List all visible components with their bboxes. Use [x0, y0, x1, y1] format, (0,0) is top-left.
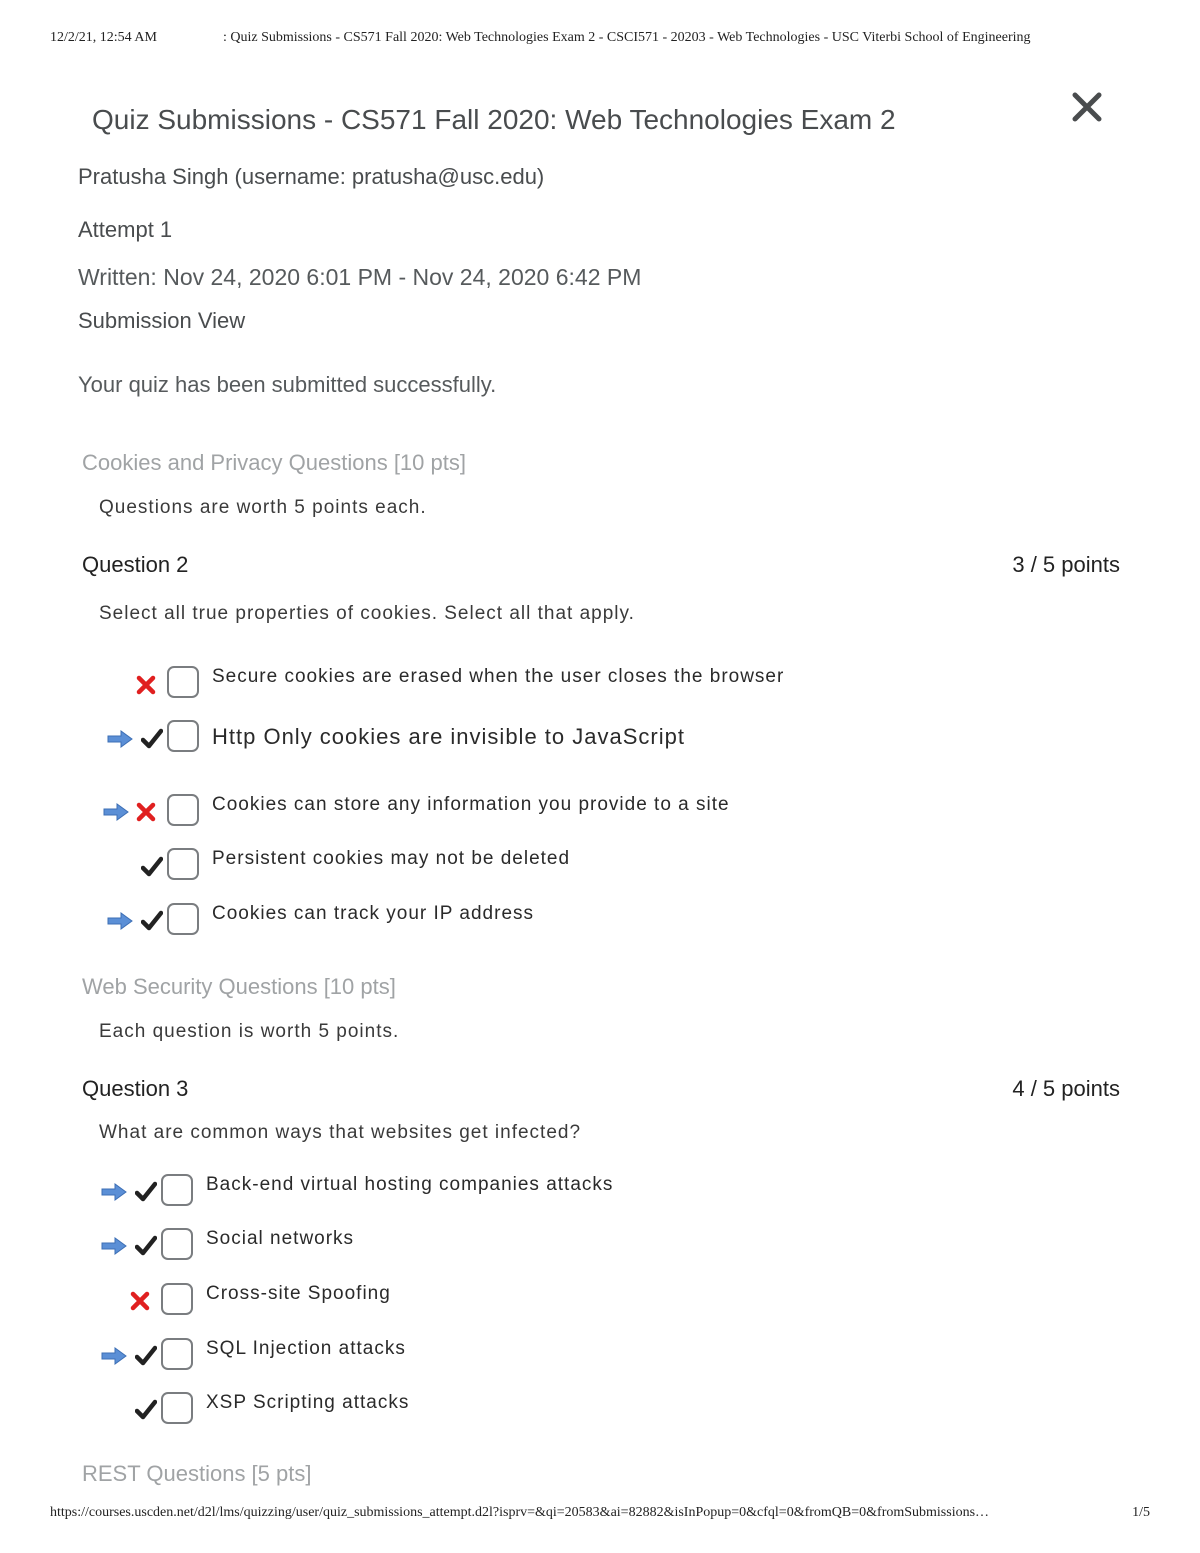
correct-check-icon	[135, 1399, 157, 1421]
print-datetime: 12/2/21, 12:54 AM	[50, 30, 157, 45]
choice-label: Cookies can track your IP address	[212, 903, 535, 924]
choice-label: XSP Scripting attacks	[206, 1392, 410, 1413]
correct-answer-arrow-icon	[103, 803, 129, 821]
choice-checkbox[interactable]	[167, 794, 199, 826]
question-2-title: Question 2	[82, 552, 189, 577]
success-message: Your quiz has been submitted successfully.	[78, 372, 497, 397]
correct-check-icon	[135, 1181, 157, 1203]
choice-row	[0, 1172, 1100, 1212]
correct-check-icon	[135, 1235, 157, 1257]
choice-row	[0, 1336, 1100, 1376]
section-title-cookies: Cookies and Privacy Questions [10 pts]	[82, 450, 466, 475]
question-3-title: Question 3	[82, 1076, 189, 1101]
choice-label: Http Only cookies are invisible to JavaScript	[212, 724, 685, 749]
choice-checkbox[interactable]	[161, 1392, 193, 1424]
close-icon	[1071, 91, 1103, 123]
choice-row	[0, 792, 1100, 832]
print-header	[50, 30, 1150, 46]
choice-row	[0, 901, 1100, 941]
choice-label: Cross-site Spoofing	[206, 1283, 391, 1304]
incorrect-x-icon	[135, 674, 157, 696]
choice-checkbox[interactable]	[167, 848, 199, 880]
submission-view-label: Submission View	[78, 308, 246, 333]
choice-label: Cookies can store any information you provide to a site	[212, 794, 730, 815]
incorrect-x-icon	[135, 801, 157, 823]
written-dates: Written: Nov 24, 2020 6:01 PM - Nov 24, 2020 6:42 PM	[78, 264, 642, 290]
section-description-cookies: Questions are worth 5 points each.	[99, 497, 427, 518]
choice-row	[0, 1281, 1100, 1321]
choice-label: SQL Injection attacks	[206, 1338, 406, 1359]
correct-check-icon	[141, 856, 163, 878]
choice-row	[0, 846, 1100, 886]
correct-answer-arrow-icon	[107, 912, 133, 930]
correct-answer-arrow-icon	[101, 1347, 127, 1365]
print-url: https://courses.uscden.net/d2l/lms/quizzing/user/quiz_submissions_attempt.d2l?isprv=&qi=20583&ai=82882&isInPopup=0&cfql=0&fromQB=0&fromSubmissions…	[50, 1505, 990, 1520]
correct-check-icon	[141, 728, 163, 750]
section-title-web-security: Web Security Questions [10 pts]	[82, 974, 396, 999]
choice-checkbox[interactable]	[161, 1338, 193, 1370]
choice-label: Back-end virtual hosting companies attacks	[206, 1174, 614, 1195]
correct-check-icon	[135, 1345, 157, 1367]
choice-row	[0, 1390, 1100, 1430]
choice-label: Social networks	[206, 1228, 355, 1249]
correct-answer-arrow-icon	[107, 730, 133, 748]
attempt-label: Attempt 1	[78, 217, 173, 242]
section-title-rest: REST Questions [5 pts]	[82, 1461, 312, 1486]
choice-checkbox[interactable]	[161, 1228, 193, 1260]
question-3-text: What are common ways that websites get infected?	[99, 1122, 582, 1143]
question-2-text: Select all true properties of cookies. Select all that apply.	[99, 603, 635, 624]
question-2-score: 3 / 5 points	[1012, 552, 1120, 577]
choice-checkbox[interactable]	[161, 1174, 193, 1206]
choice-row	[0, 664, 1100, 704]
user-line: Pratusha Singh (username: pratusha@usc.edu)	[78, 164, 545, 189]
section-description-web-security: Each question is worth 5 points.	[99, 1021, 400, 1042]
dialog-title: Quiz Submissions - CS571 Fall 2020: Web Technologies Exam 2	[92, 104, 896, 135]
choice-checkbox[interactable]	[167, 903, 199, 935]
print-page-title: : Quiz Submissions - CS571 Fall 2020: Web Technologies Exam 2 - CSCI571 - 20203 - Web Technologies - USC Viterbi School of Engineering	[222, 30, 1031, 45]
choice-row	[0, 1226, 1100, 1266]
choice-checkbox[interactable]	[167, 666, 199, 698]
correct-answer-arrow-icon	[101, 1183, 127, 1201]
incorrect-x-icon	[129, 1290, 151, 1312]
choice-label: Persistent cookies may not be deleted	[212, 848, 571, 869]
close-button[interactable]	[1068, 88, 1106, 126]
correct-answer-arrow-icon	[101, 1237, 127, 1255]
choice-checkbox[interactable]	[167, 720, 199, 752]
choice-row	[0, 720, 1100, 760]
print-page-number: 1/5	[1132, 1505, 1150, 1520]
choice-label: Secure cookies are erased when the user closes the browser	[212, 666, 785, 687]
choice-checkbox[interactable]	[161, 1283, 193, 1315]
question-3-score: 4 / 5 points	[1012, 1076, 1120, 1101]
print-footer	[50, 1505, 1150, 1521]
correct-check-icon	[141, 910, 163, 932]
